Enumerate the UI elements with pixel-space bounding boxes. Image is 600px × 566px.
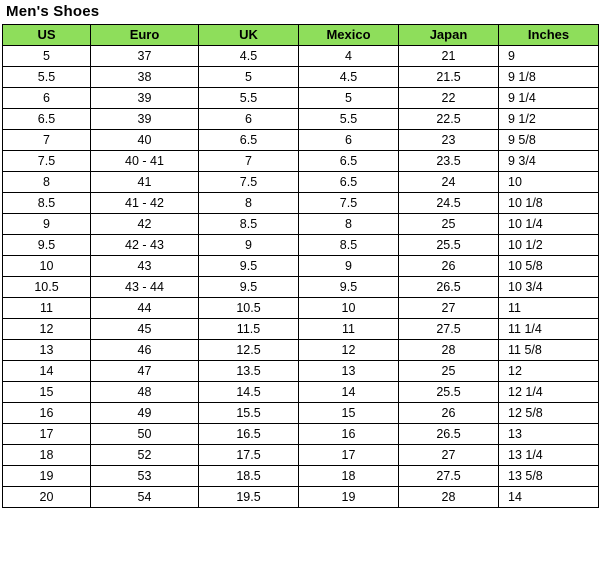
table-cell: 43 - 44 <box>91 277 199 298</box>
table-cell: 38 <box>91 67 199 88</box>
table-cell: 14.5 <box>199 382 299 403</box>
table-cell: 5.5 <box>199 88 299 109</box>
table-cell: 9.5 <box>299 277 399 298</box>
table-cell: 16 <box>299 424 399 445</box>
table-row <box>3 277 599 298</box>
table-cell: 18 <box>3 445 91 466</box>
table-cell: 15 <box>3 382 91 403</box>
table-cell: 5 <box>199 67 299 88</box>
table-cell: 15.5 <box>199 403 299 424</box>
table-cell: 22 <box>399 88 499 109</box>
table-cell: 14 <box>3 361 91 382</box>
table-cell: 8 <box>199 193 299 214</box>
table-cell: 6 <box>199 109 299 130</box>
table-cell: 5 <box>299 88 399 109</box>
table-row <box>3 151 599 172</box>
column-header-inches: Inches <box>499 25 599 46</box>
table-cell: 10 <box>499 172 599 193</box>
table-cell: 24.5 <box>399 193 499 214</box>
table-row <box>3 214 599 235</box>
table-cell: 11.5 <box>199 319 299 340</box>
table-cell: 25.5 <box>399 382 499 403</box>
table-cell: 13 5/8 <box>499 466 599 487</box>
table-cell: 9 <box>199 235 299 256</box>
table-row <box>3 445 599 466</box>
table-cell: 28 <box>399 340 499 361</box>
column-header-euro: Euro <box>91 25 199 46</box>
table-cell: 8.5 <box>199 214 299 235</box>
table-header <box>3 25 599 46</box>
table-cell: 14 <box>299 382 399 403</box>
table-cell: 41 <box>91 172 199 193</box>
table-cell: 10 <box>299 298 399 319</box>
table-cell: 6 <box>3 88 91 109</box>
table-cell: 9 1/8 <box>499 67 599 88</box>
table-cell: 9 <box>299 256 399 277</box>
table-cell: 4.5 <box>199 46 299 67</box>
column-header-us: US <box>3 25 91 46</box>
table-cell: 14 <box>499 487 599 508</box>
table-cell: 8.5 <box>299 235 399 256</box>
table-cell: 18.5 <box>199 466 299 487</box>
table-cell: 10 3/4 <box>499 277 599 298</box>
table-cell: 19.5 <box>199 487 299 508</box>
table-row <box>3 487 599 508</box>
table-cell: 25 <box>399 214 499 235</box>
table-row <box>3 193 599 214</box>
table-cell: 24 <box>399 172 499 193</box>
table-cell: 27.5 <box>399 466 499 487</box>
table-cell: 7.5 <box>3 151 91 172</box>
table-cell: 50 <box>91 424 199 445</box>
table-cell: 43 <box>91 256 199 277</box>
table-cell: 26.5 <box>399 277 499 298</box>
table-cell: 6.5 <box>299 172 399 193</box>
table-cell: 10 5/8 <box>499 256 599 277</box>
table-cell: 11 <box>299 319 399 340</box>
page-title: Men's Shoes <box>6 3 100 20</box>
table-cell: 23.5 <box>399 151 499 172</box>
table-cell: 49 <box>91 403 199 424</box>
table-cell: 12 5/8 <box>499 403 599 424</box>
table-cell: 6.5 <box>299 151 399 172</box>
table-cell: 20 <box>3 487 91 508</box>
table-cell: 27.5 <box>399 319 499 340</box>
table-cell: 26.5 <box>399 424 499 445</box>
table-cell: 7.5 <box>199 172 299 193</box>
table-cell: 7.5 <box>299 193 399 214</box>
table-cell: 12 <box>3 319 91 340</box>
table-cell: 9 1/2 <box>499 109 599 130</box>
table-cell: 26 <box>399 256 499 277</box>
table-cell: 10 1/4 <box>499 214 599 235</box>
table-cell: 40 <box>91 130 199 151</box>
table-row <box>3 319 599 340</box>
table-cell: 6 <box>299 130 399 151</box>
table-cell: 7 <box>3 130 91 151</box>
table-cell: 18 <box>299 466 399 487</box>
table-row <box>3 235 599 256</box>
table-row <box>3 172 599 193</box>
table-cell: 27 <box>399 298 499 319</box>
table-cell: 9 3/4 <box>499 151 599 172</box>
table-cell: 5.5 <box>299 109 399 130</box>
table-cell: 23 <box>399 130 499 151</box>
table-row <box>3 67 599 88</box>
table-cell: 12.5 <box>199 340 299 361</box>
table-cell: 41 - 42 <box>91 193 199 214</box>
table-row <box>3 382 599 403</box>
table-cell: 52 <box>91 445 199 466</box>
table-cell: 39 <box>91 88 199 109</box>
table-cell: 6.5 <box>3 109 91 130</box>
table-cell: 17 <box>3 424 91 445</box>
table-cell: 21 <box>399 46 499 67</box>
table-cell: 9 <box>3 214 91 235</box>
table-cell: 13 <box>299 361 399 382</box>
table-cell: 9.5 <box>199 256 299 277</box>
table-cell: 16 <box>3 403 91 424</box>
table-cell: 16.5 <box>199 424 299 445</box>
table-cell: 42 <box>91 214 199 235</box>
table-cell: 5.5 <box>3 67 91 88</box>
table-cell: 25 <box>399 361 499 382</box>
table-cell: 9.5 <box>3 235 91 256</box>
table-cell: 21.5 <box>399 67 499 88</box>
table-cell: 54 <box>91 487 199 508</box>
table-cell: 4 <box>299 46 399 67</box>
table-cell: 15 <box>299 403 399 424</box>
table-cell: 5 <box>3 46 91 67</box>
table-cell: 13 1/4 <box>499 445 599 466</box>
table-cell: 13.5 <box>199 361 299 382</box>
table-header-row <box>3 25 599 46</box>
table-row <box>3 424 599 445</box>
table-cell: 53 <box>91 466 199 487</box>
table-cell: 13 <box>499 424 599 445</box>
table-cell: 39 <box>91 109 199 130</box>
table-cell: 11 <box>499 298 599 319</box>
table-cell: 10.5 <box>199 298 299 319</box>
table-cell: 10 1/8 <box>499 193 599 214</box>
column-header-uk: UK <box>199 25 299 46</box>
table-cell: 4.5 <box>299 67 399 88</box>
table-cell: 22.5 <box>399 109 499 130</box>
table-cell: 8 <box>299 214 399 235</box>
table-row <box>3 109 599 130</box>
table-row <box>3 340 599 361</box>
table-cell: 11 1/4 <box>499 319 599 340</box>
table-cell: 17.5 <box>199 445 299 466</box>
table-cell: 28 <box>399 487 499 508</box>
table-cell: 9.5 <box>199 277 299 298</box>
table-row <box>3 298 599 319</box>
column-header-mexico: Mexico <box>299 25 399 46</box>
table-cell: 19 <box>3 466 91 487</box>
table-body <box>3 46 599 508</box>
table-row <box>3 130 599 151</box>
table-cell: 8 <box>3 172 91 193</box>
table-cell: 17 <box>299 445 399 466</box>
table-cell: 6.5 <box>199 130 299 151</box>
table-cell: 9 <box>499 46 599 67</box>
table-cell: 10 <box>3 256 91 277</box>
table-cell: 8.5 <box>3 193 91 214</box>
table-row <box>3 88 599 109</box>
table-cell: 12 <box>299 340 399 361</box>
table-cell: 12 1/4 <box>499 382 599 403</box>
table-cell: 9 1/4 <box>499 88 599 109</box>
table-row <box>3 403 599 424</box>
table-cell: 7 <box>199 151 299 172</box>
table-cell: 19 <box>299 487 399 508</box>
table-row <box>3 46 599 67</box>
table-cell: 40 - 41 <box>91 151 199 172</box>
column-header-japan: Japan <box>399 25 499 46</box>
table-cell: 12 <box>499 361 599 382</box>
table-row <box>3 466 599 487</box>
table-cell: 44 <box>91 298 199 319</box>
table-cell: 37 <box>91 46 199 67</box>
table-cell: 47 <box>91 361 199 382</box>
table-cell: 45 <box>91 319 199 340</box>
table-row <box>3 361 599 382</box>
table-cell: 42 - 43 <box>91 235 199 256</box>
table-cell: 10 1/2 <box>499 235 599 256</box>
table-row <box>3 256 599 277</box>
table-cell: 26 <box>399 403 499 424</box>
table-cell: 27 <box>399 445 499 466</box>
table-cell: 11 <box>3 298 91 319</box>
table-cell: 9 5/8 <box>499 130 599 151</box>
table-cell: 48 <box>91 382 199 403</box>
table-cell: 10.5 <box>3 277 91 298</box>
shoe-size-table <box>2 24 599 508</box>
table-cell: 46 <box>91 340 199 361</box>
table-cell: 25.5 <box>399 235 499 256</box>
table-cell: 13 <box>3 340 91 361</box>
table-cell: 11 5/8 <box>499 340 599 361</box>
